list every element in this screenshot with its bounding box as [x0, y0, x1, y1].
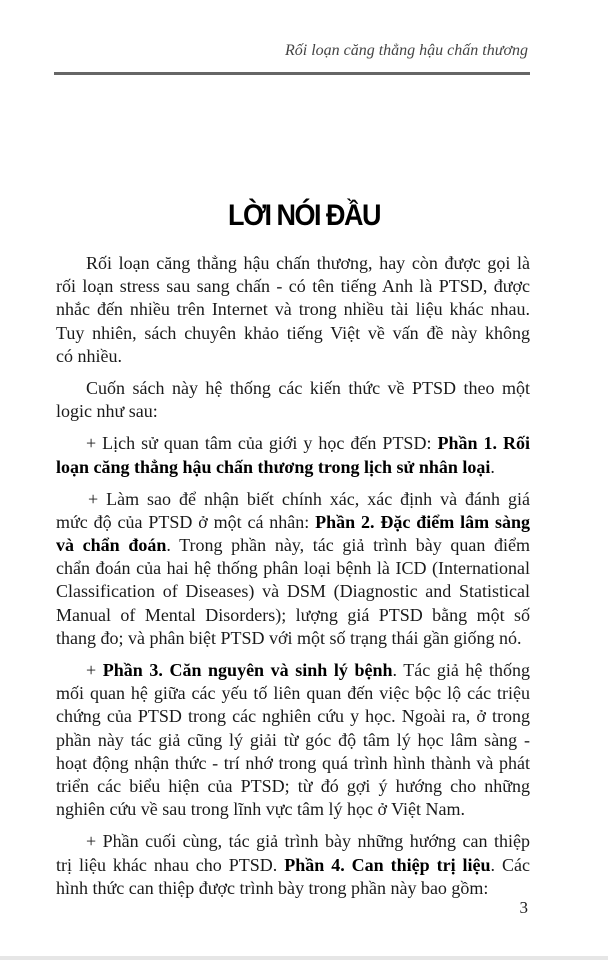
text-line [56, 830, 530, 853]
bold-text: loạn căng thẳng hậu chấn thương trong lịch sử nhân loại [56, 456, 491, 477]
text-line [56, 456, 530, 479]
header-rule [54, 72, 530, 75]
text-line [56, 400, 530, 423]
paragraph [56, 252, 530, 368]
bold-text: Phần 1. Rối [437, 433, 530, 454]
text-segment: + Phần cuối cùng, tác giả trình bày những hướng can thiệp [86, 831, 530, 852]
text-segment: Cuốn sách này hệ thống các kiến thức về PTSD theo một [86, 377, 530, 398]
text-line [56, 682, 530, 705]
text-line [56, 659, 530, 682]
text-segment: hình thức can thiệp được trình bày trong phần này bao gồm: [56, 877, 489, 898]
text-segment: Classification of Diseases) và DSM (Diagnostic and Statistical [56, 581, 530, 602]
paragraph [56, 488, 530, 650]
bold-text: Phần 3. Căn nguyên và sinh lý bệnh [102, 660, 393, 680]
text-segment: trị liệu khác nhau cho PTSD. [56, 854, 285, 875]
text-segment: logic như sau: [56, 401, 158, 422]
text-segment: nhắc đến nhiều trên Internet và trong nhiều tài liệu khác nhau. [56, 299, 530, 320]
text-line [56, 705, 530, 728]
paragraph [56, 659, 530, 821]
bold-text: Phần 2. Đặc điểm lâm sàng [315, 511, 530, 532]
text-line [56, 798, 530, 821]
text-segment: + [86, 660, 103, 680]
text-line [56, 345, 530, 368]
text-line [56, 877, 530, 900]
text-line [56, 432, 530, 455]
paragraph [56, 830, 530, 900]
text-segment: nghiên cứu về sau trong lĩnh vực tâm lý học ở Việt Nam. [56, 799, 466, 820]
text-segment: rối loạn stress sau sang chấn - có tên tiếng Anh là PTSD, được [56, 276, 530, 297]
text-line [56, 534, 530, 557]
text-line [56, 775, 530, 798]
text-line [56, 298, 530, 321]
text-segment: . Trong phần này, tác giả trình bày quan điểm [166, 535, 530, 556]
text-segment: . [490, 456, 495, 477]
bold-text: Phần 4. Can thiệp trị liệu [284, 854, 491, 875]
text-line [56, 854, 530, 877]
page-number: 3 [519, 898, 528, 917]
text-segment: Manual of Mental Disorders); lượng giá PTSD bằng một số [56, 604, 530, 625]
text-segment: triển các biểu hiện của PTSD; từ đó gợi ý hướng cho những [56, 775, 530, 796]
text-segment: mối quan hệ giữa các yếu tố liên quan đến việc bộc lộ các triệu [56, 683, 530, 704]
text-line [56, 488, 530, 511]
page-title: LỜI NÓI ĐẦU [227, 198, 381, 232]
text-line [56, 252, 530, 275]
text-segment: phần này tác giả cũng lý giải từ góc độ tâm lý học lâm sàng - [56, 729, 530, 750]
text-line [56, 752, 530, 775]
text-segment: thang đo; và phân biệt PTSD với một số trạng thái gần giống nó. [56, 627, 522, 648]
text-line [56, 275, 530, 298]
text-segment: Rối loạn căng thẳng hậu chấn thương, hay còn được gọi là [86, 253, 530, 273]
paragraph [56, 377, 530, 423]
text-segment: + Lịch sử quan tâm của giới y học đến PTSD: [86, 433, 438, 454]
text-line [56, 322, 530, 345]
page-edge [0, 956, 608, 960]
text-line [56, 377, 530, 400]
bold-text: và chẩn đoán [56, 535, 167, 556]
text-segment: có nhiều. [56, 345, 122, 366]
text-line [56, 729, 530, 752]
body-text [56, 252, 530, 909]
text-line [56, 604, 530, 627]
text-line [56, 580, 530, 603]
text-line [56, 511, 530, 534]
text-segment: . Tác giả hệ thống [392, 660, 530, 680]
text-segment: + Làm sao để nhận biết chính xác, xác định và đánh giá [88, 488, 530, 509]
text-segment: Tuy nhiên, sách chuyên khảo tiếng Việt về vấn đề này không [56, 322, 530, 343]
text-segment: chứng của PTSD trong các nghiên cứu y học. Ngoài ra, ở trong [56, 706, 530, 727]
text-segment: mức độ của PTSD ở một cá nhân: [56, 511, 316, 532]
text-segment: chẩn đoán của hai hệ thống phân loại bệnh là ICD (International [56, 558, 530, 579]
text-segment: hoạt động nhận thức - trí nhớ trong quá trình hình thành và phát [56, 752, 530, 773]
text-segment: . Các [490, 854, 530, 875]
paragraph [56, 432, 530, 478]
text-line [56, 557, 530, 580]
running-head: Rối loạn căng thẳng hậu chấn thương [284, 42, 528, 59]
text-line [56, 627, 530, 650]
